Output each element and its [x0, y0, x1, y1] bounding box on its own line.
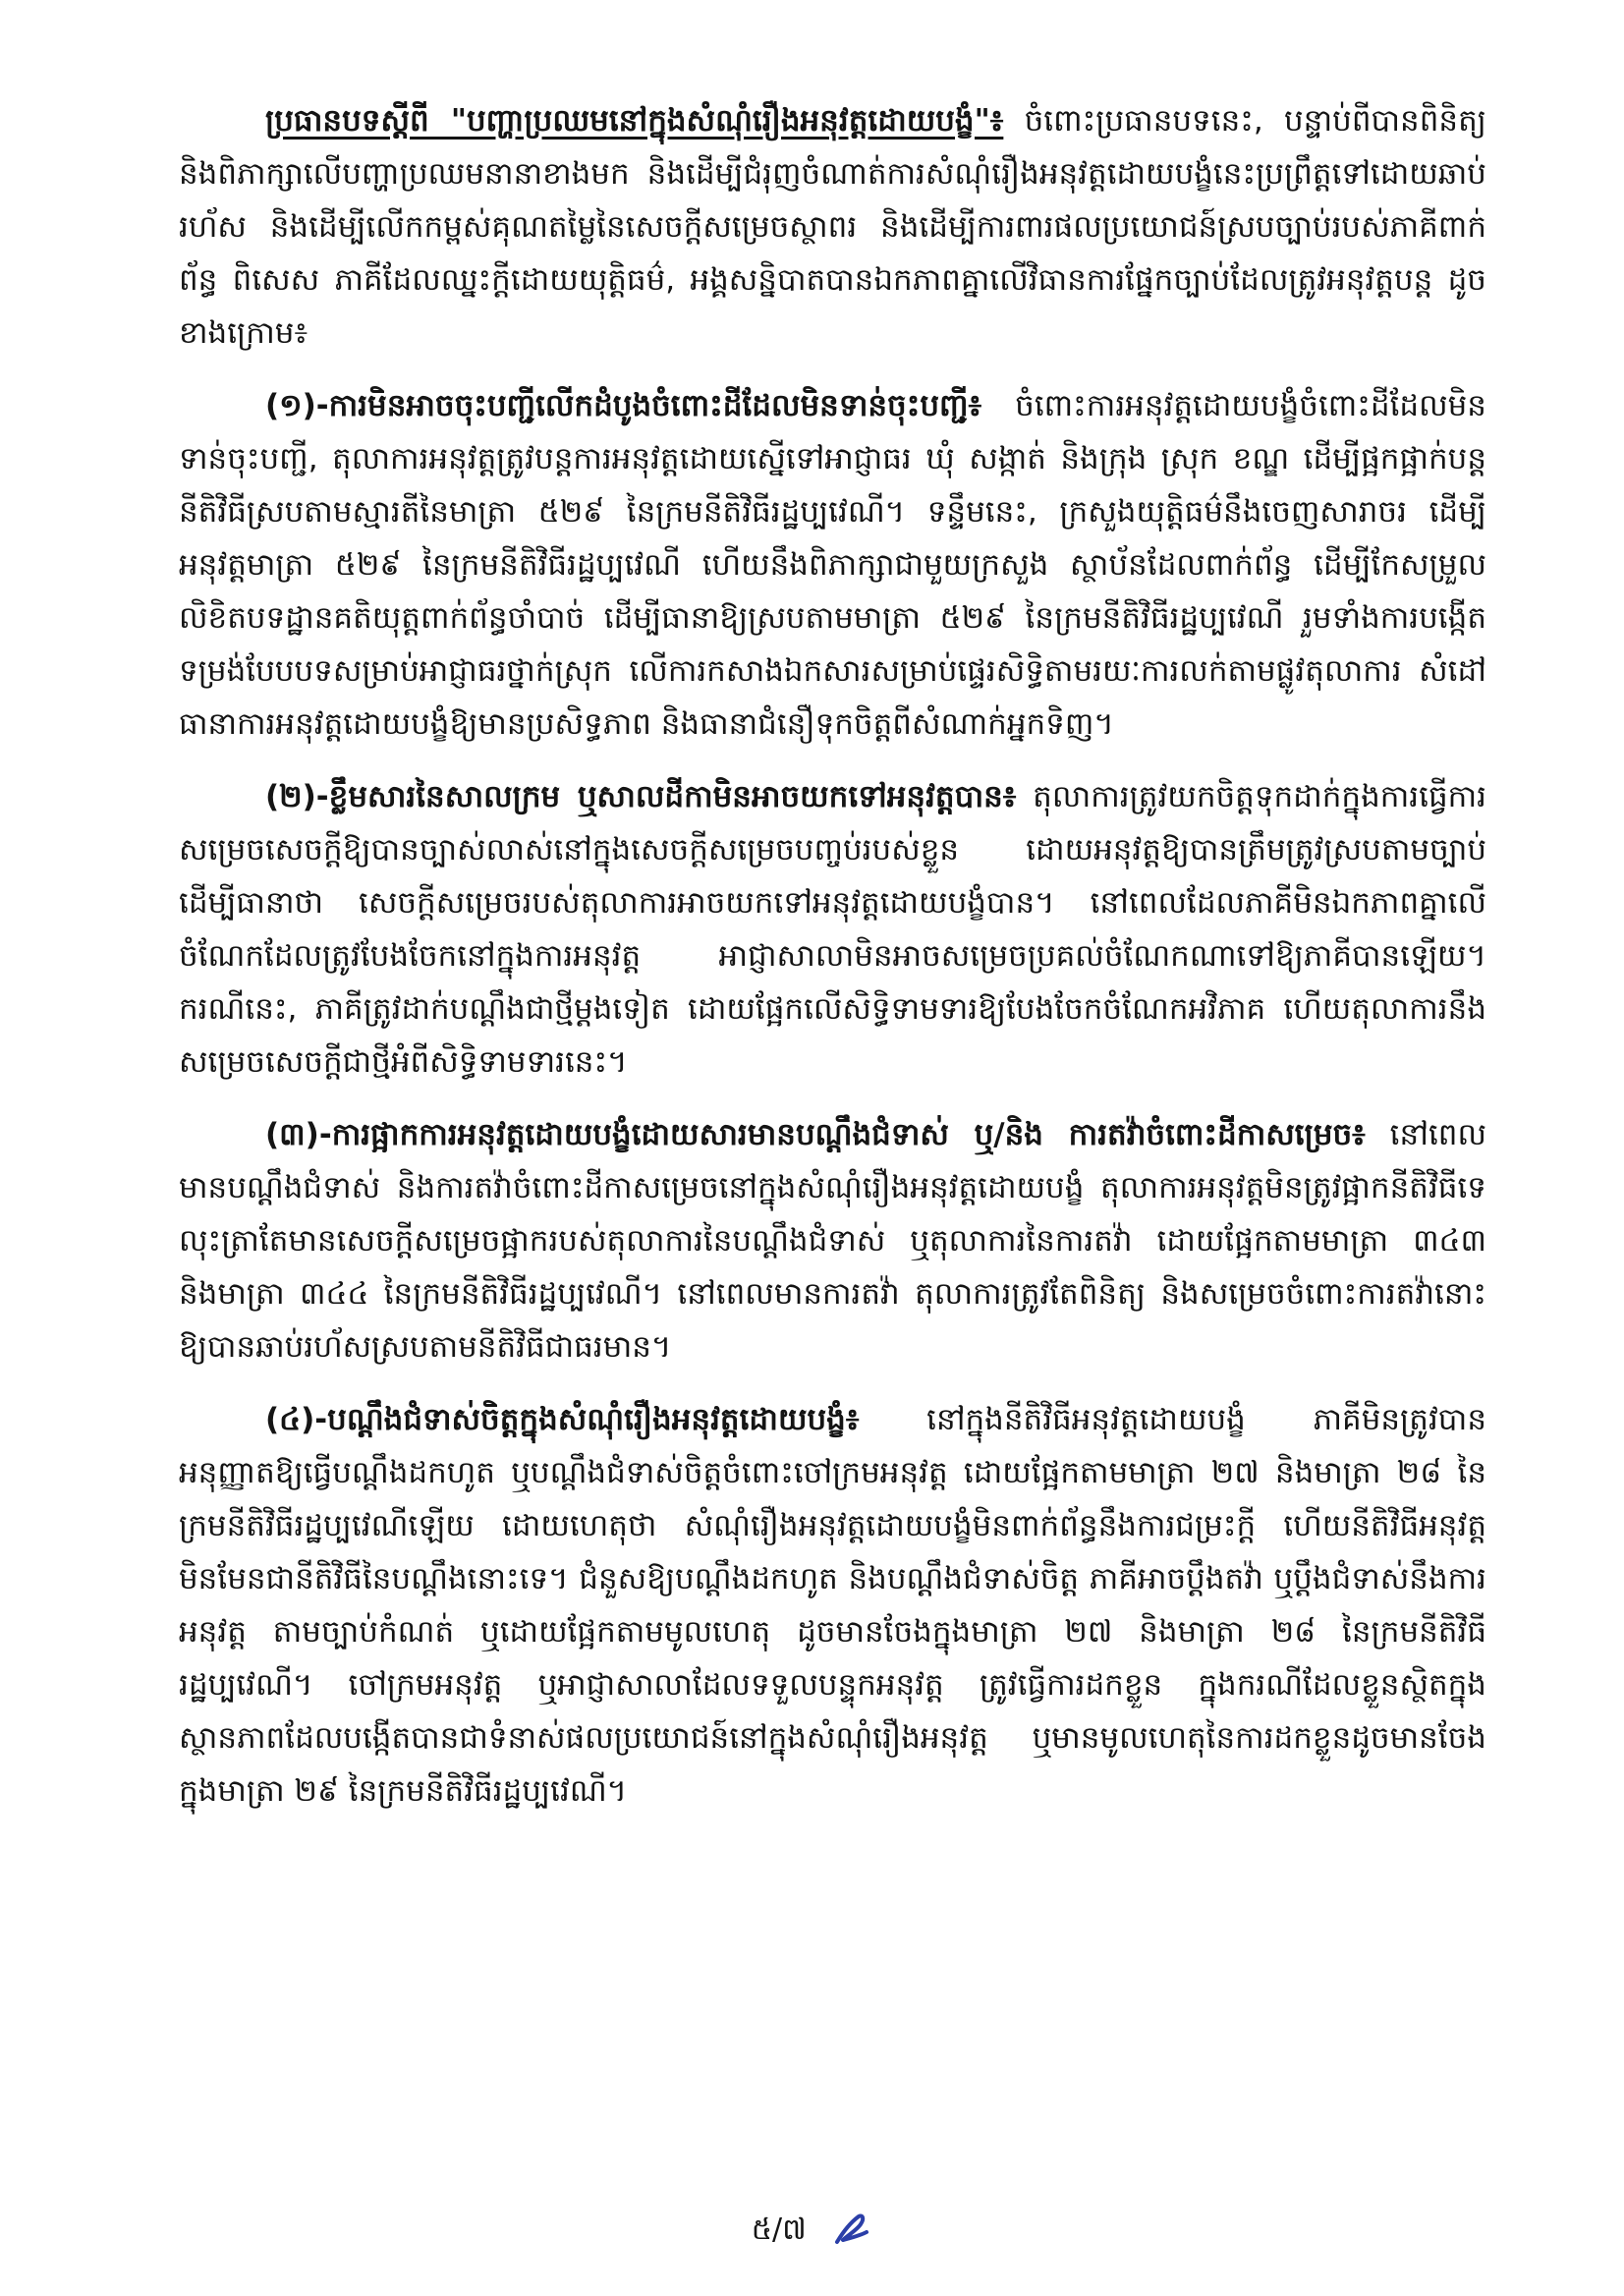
paragraph-topic-intro	[179, 94, 1486, 360]
item-4-heading: (៤)-បណ្ដឹងជំទាស់ចិត្តក្នុងសំណុំរឿងអនុវត្តដោយបង្ខំ៖	[265, 1402, 860, 1437]
paragraph-item-1	[179, 379, 1486, 751]
item-1-heading: (១)-ការមិនអាចចុះបញ្ជីលើកដំបូងចំពោះដីដែលមិនទាន់ចុះបញ្ជី៖	[265, 388, 982, 423]
paragraph-item-3	[179, 1108, 1486, 1373]
page-number: ៥/៧	[751, 2212, 807, 2247]
topic-body: ចំពោះប្រធានបទនេះ, បន្ទាប់ពីបានពិនិត្យ និងពិភាក្សាលើបញ្ហាប្រឈមនានាខាងមក និងដើម្បីជំរុញចំណាត់ការសំណុំរឿងអនុវត្តដោយបង្ខំនេះប្រព្រឹត្តទៅដោយឆាប់រហ័ស និងដើម្បីលើកកម្ពស់គុណតម្លៃនៃសេចក្ដីសម្រេចស្ថាពរ និងដើម្បីការពារផលប្រយោជន៍ស្របច្បាប់របស់ភាគីពាក់ព័ន្ធ ពិសេស ភាគីដែលឈ្នះក្ដីដោយយុត្តិធម៌, អង្គសន្និបាតបានឯកភាពគ្នាលើវិធានការផ្នែកច្បាប់ដែលត្រូវអនុវត្តបន្ត ដូចខាងក្រោម៖	[179, 103, 1486, 351]
item-2-heading: (២)-ខ្លឹមសារនៃសាលក្រម ឬសាលដីកាមិនអាចយកទៅអនុវត្តបាន៖	[265, 779, 1017, 814]
item-4-body: នៅក្នុងនីតិវិធីអនុវត្តដោយបង្ខំ ភាគីមិនត្រូវបានអនុញ្ញាតឱ្យធ្វើបណ្ដឹងដកហូត ឬបណ្ដឹងជំទាស់ចិត្តចំពោះចៅក្រមអនុវត្ត ដោយផ្អែកតាមមាត្រា ២៧ និងមាត្រា ២៨ នៃក្រមនីតិវិធីរដ្ឋប្បវេណីឡើយ ដោយហេតុថា សំណុំរឿងអនុវត្តដោយបង្ខំមិនពាក់ព័ន្ធនឹងការជម្រះក្ដី ហើយនីតិវិធីអនុវត្តមិនមែនជានីតិវិធីនៃបណ្ដឹងនោះទេ។ ជំនួសឱ្យបណ្ដឹងដកហូត និងបណ្ដឹងជំទាស់ចិត្ត ភាគីអាចប្ដឹងតវ៉ា ឬប្ដឹងជំទាស់នឹងការអនុវត្ត តាមច្បាប់កំណត់ ឬដោយផ្អែកតាមមូលហេតុ ដូចមានចែងក្នុងមាត្រា ២៧ និងមាត្រា ២៨ នៃក្រមនីតិវិធីរដ្ឋប្បវេណី។ ចៅក្រមអនុវត្ត ឬអាជ្ញាសាលាដែលទទួលបន្ទុកអនុវត្ត ត្រូវធ្វើការដកខ្លួន ក្នុងករណីដែលខ្លួនស្ថិតក្នុងស្ថានភាពដែលបង្កើតបានជាទំនាស់ផលប្រយោជន៍នៅក្នុងសំណុំរឿងអនុវត្ត ឬមានមូលហេតុនៃការដកខ្លួនដូចមានចែងក្នុងមាត្រា ២៩ នៃក្រមនីតិវិធីរដ្ឋប្បវេណី។	[179, 1402, 1486, 1809]
item-3-heading: (៣)-ការផ្អាកការអនុវត្តដោយបង្ខំដោយសារមានបណ្ដឹងជំទាស់ ឬ/និង ការតវ៉ាចំពោះដីកាសម្រេច៖	[265, 1117, 1366, 1152]
item-3-body: នៅពេលមានបណ្ដឹងជំទាស់ និងការតវ៉ាចំពោះដីកាសម្រេចនៅក្នុងសំណុំរឿងអនុវត្តដោយបង្ខំ តុលាការអនុវត្តមិនត្រូវផ្អាកនីតិវិធីទេ លុះត្រាតែមានសេចក្ដីសម្រេចផ្អាករបស់តុលាការនៃបណ្ដឹងជំទាស់ ឬតុលាការនៃការតវ៉ា ដោយផ្អែកតាមមាត្រា ៣៤៣ និងមាត្រា ៣៤៤ នៃក្រមនីតិវិធីរដ្ឋប្បវេណី។ នៅពេលមានការតវ៉ា តុលាការត្រូវតែពិនិត្យ និងសម្រេចចំពោះការតវ៉ានោះ ឱ្យបានឆាប់រហ័សស្របតាមនីតិវិធីជាធរមាន។	[179, 1117, 1486, 1365]
page-footer	[0, 2209, 1624, 2252]
item-2-body: តុលាការត្រូវយកចិត្តទុកដាក់ក្នុងការធ្វើការសម្រេចសេចក្ដីឱ្យបានច្បាស់លាស់នៅក្នុងសេចក្ដីសម្រេចបញ្ចប់របស់ខ្លួន ដោយអនុវត្តឱ្យបានត្រឹមត្រូវស្របតាមច្បាប់ ដើម្បីធានាថា សេចក្ដីសម្រេចរបស់តុលាការអាចយកទៅអនុវត្តដោយបង្ខំបាន។ នៅពេលដែលភាគីមិនឯកភាពគ្នាលើចំណែកដែលត្រូវបែងចែកនៅក្នុងការអនុវត្ត អាជ្ញាសាលាមិនអាចសម្រេចប្រគល់ចំណែកណាទៅឱ្យភាគីបានឡើយ។ ករណីនេះ, ភាគីត្រូវដាក់បណ្ដឹងជាថ្មីម្ដងទៀត ដោយផ្អែកលើសិទ្ធិទាមទារឱ្យបែងចែកចំណែកអវិភាគ ហើយតុលាការនឹងសម្រេចសេចក្ដីជាថ្មីអំពីសិទ្ធិទាមទារនេះ។	[179, 779, 1486, 1080]
paragraph-item-4	[179, 1393, 1486, 1818]
topic-heading: ប្រធានបទស្ដីពី "បញ្ហាប្រឈមនៅក្នុងសំណុំរឿងអនុវត្តដោយបង្ខំ"៖	[265, 103, 1004, 139]
handwritten-initial-icon	[829, 2209, 872, 2252]
paragraph-item-2	[179, 770, 1486, 1089]
item-1-body: ចំពោះការអនុវត្តដោយបង្ខំចំពោះដីដែលមិនទាន់ចុះបញ្ជី, តុលាការអនុវត្តត្រូវបន្តការអនុវត្តដោយស្នើទៅអាជ្ញាធរ ឃុំ សង្កាត់ និងក្រុង ស្រុក ខណ្ឌ ដើម្បីផ្អកផ្អាក់បន្តនីតិវិធីស្របតាមស្មារតីនៃមាត្រា ៥២៩ នៃក្រមនីតិវិធីរដ្ឋប្បវេណី។ ទន្ទឹមនេះ, ក្រសួងយុត្តិធម៌នឹងចេញសារាចរ ដើម្បីអនុវត្តមាត្រា ៥២៩ នៃក្រមនីតិវិធីរដ្ឋប្បវេណី ហើយនឹងពិភាក្សាជាមួយក្រសួង ស្ថាប័នដែលពាក់ព័ន្ធ ដើម្បីកែសម្រួលលិខិតបទដ្ឋានគតិយុត្តពាក់ព័ន្ធចាំបាច់ ដើម្បីធានាឱ្យស្របតាមមាត្រា ៥២៩ នៃក្រមនីតិវិធីរដ្ឋប្បវេណី រួមទាំងការបង្កើតទម្រង់បែបបទសម្រាប់អាជ្ញាធរថ្នាក់ស្រុក លើការកសាងឯកសារសម្រាប់ផ្ទេរសិទ្ធិតាមរយៈការលក់តាមផ្លូវតុលាការ សំដៅធានាការអនុវត្តដោយបង្ខំឱ្យមានប្រសិទ្ធភាព និងធានាជំនឿទុកចិត្តពីសំណាក់អ្នកទិញ។	[179, 388, 1486, 742]
